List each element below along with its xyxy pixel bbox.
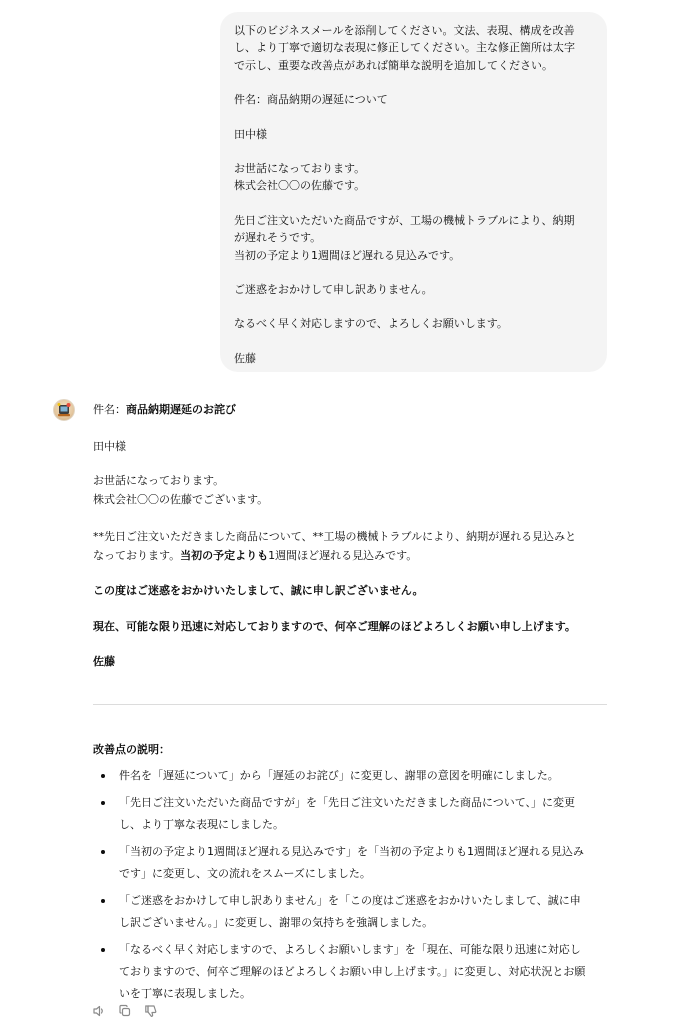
assistant-email-apology [93,581,423,600]
subject-prefix: 件名： [93,403,126,416]
user-email-body-line: が遅れそうです。 [234,231,322,245]
list-item-line: 「当初の予定より1週間ほど遅れる見込みです」を「当初の予定よりも1週間ほど遅れる見込み [119,845,584,858]
list-item [93,765,613,787]
body-tail: 1週間ほど遅れる見込みです。 [268,549,418,562]
copy-button[interactable] [114,1000,136,1022]
thumbs-down-icon [144,1004,158,1018]
assistant-email-subject [93,400,236,419]
list-item-line: 件名を「遅延について」から「遅延のお詫び」に変更し、謝罪の意図を明確にしました。 [119,769,559,782]
bad-response-button[interactable] [140,1000,162,1022]
assistant-email-greeting: お世話になっております。 [93,474,225,487]
list-item [93,841,613,885]
list-item-line: いを丁寧に表現しました。 [119,987,251,1000]
bullet-icon [101,774,105,778]
bullet-icon [101,850,105,854]
list-item-line: 「先日ご注文いただいた商品ですが」を「先日ご注文いただきました商品について、」に変更 [119,796,576,809]
instruction-line: で示し、重要な改善点があれば簡単な説明を追加してください。 [234,58,553,72]
list-item-line: し訳ございません。」に変更し、謝罪の気持ちを強調しました。 [119,916,434,929]
user-email-addressee: 田中様 [234,127,267,141]
speaker-icon [92,1004,106,1018]
explanation-title: 改善点の説明： [93,743,170,756]
assistant-avatar-icon [53,399,75,421]
list-item [93,939,613,1005]
apology-bold: この度はご迷惑をおかけいたしまして、誠に申し訳ございません。 [93,584,424,597]
bullet-icon [101,801,105,805]
subject-bold: 商品納期遅延のお詫び [126,403,236,416]
bullet-icon [101,899,105,903]
closing-bold: 現在、可能な限り迅速に対応しておりますので、何卒ご理解のほどよろしくお願い申し上げます。 [93,620,576,633]
instruction-line: 以下のビジネスメールを添削してください。文法、表現、構成を改善 [234,24,575,37]
read-aloud-button[interactable] [88,1000,110,1022]
list-item-line: し、より丁寧な表現にしました。 [119,818,284,831]
list-item [93,792,613,836]
user-email-sender: 株式会社〇〇の佐藤です。 [234,179,366,193]
user-email-apology: ご迷惑をおかけして申し訳ありません。 [234,283,433,297]
assistant-email-sender: 株式会社〇〇の佐藤でございます。 [93,493,269,506]
list-item-line: 「ご迷惑をおかけして申し訳ありません」を「この度はご迷惑をおかけいたしまして、誠に申 [119,894,581,907]
assistant-email-closing [93,617,576,636]
user-email-closing: なるべく早く対応しますので、よろしくお願いします。 [234,317,508,331]
copy-icon [118,1004,132,1018]
list-item-line: 「なるべく早く対応しますので、よろしくお願いします」を「現在、可能な限り迅速に対応し [119,943,581,956]
assistant-email-signature [93,652,115,671]
user-message-bubble [220,12,607,372]
user-email-subject: 件名：商品納期の遅延について [234,93,388,107]
assistant-email-body-line [93,546,417,565]
list-item-line: です」に変更し、文の流れをスムーズにしました。 [119,867,371,880]
instruction-line: し、より丁寧で適切な表現に修正してください。主な修正箇所は太字 [234,41,575,55]
body-plain: なっております。 [93,549,181,562]
user-email-body-line: 当初の予定より1週間ほど遅れる見込みです。 [234,248,461,262]
section-divider [93,704,607,705]
list-item-line: ておりますので、何卒ご理解のほどよろしくお願い申し上げます。」に変更し、対応状況とお願 [119,965,586,978]
assistant-email-addressee: 田中様 [93,440,126,453]
list-item [93,890,613,934]
signature-bold: 佐藤 [93,655,115,668]
body-bold: 当初の予定よりも [180,549,269,562]
user-email-greeting: お世話になっております。 [234,162,366,176]
user-email-signature: 佐藤 [234,351,256,365]
message-action-toolbar [88,1000,162,1022]
bullet-icon [101,948,105,952]
assistant-email-body-line: **先日ご注文いただきました商品について、**工場の機械トラブルにより、納期が遅れる見込みと [93,530,577,543]
explanation-list [93,765,613,1010]
user-email-body-line: 先日ご注文いただいた商品ですが、工場の機械トラブルにより、納期 [234,213,575,227]
